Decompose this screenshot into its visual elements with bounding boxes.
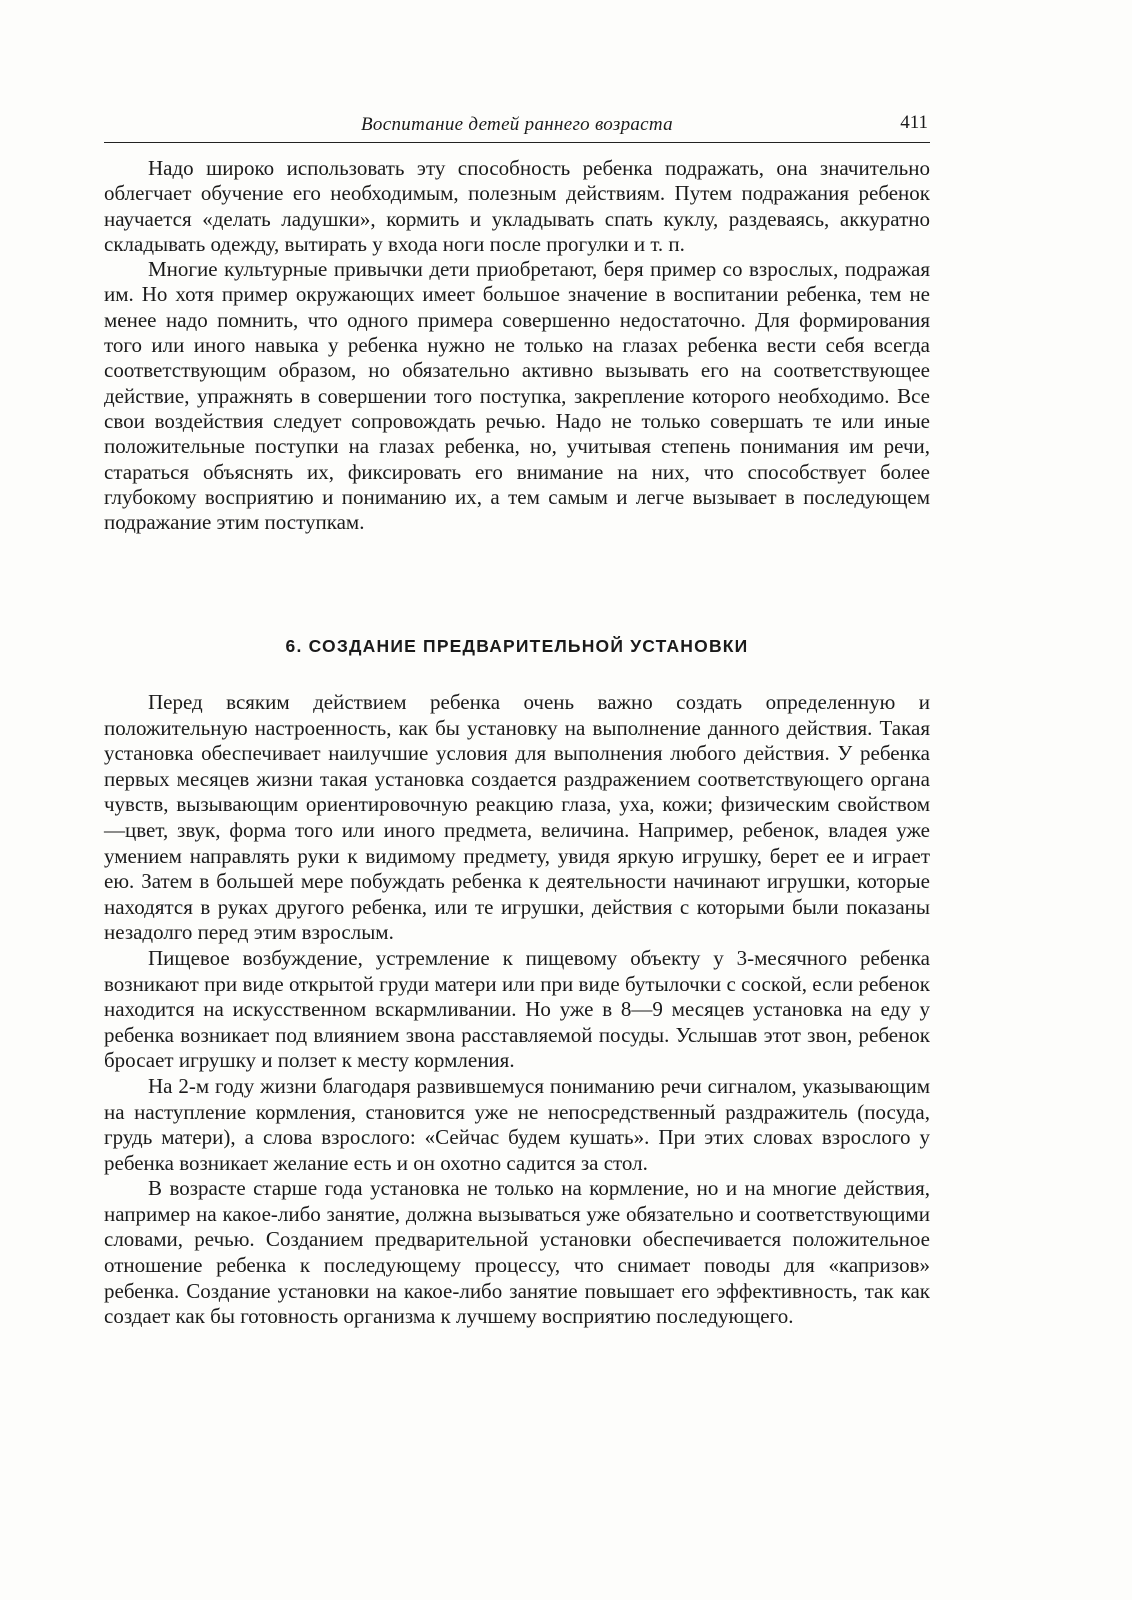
paragraph-imitation: Надо широко использовать эту способность ребенка подражать, она значительно облегчает обучение его необходимым, полезным действиям. Путем подражания ребенок научается «делать ладушки», кормить и укладывать спать куклу, раздеваясь, аккуратно складывать одежду, вытирать у входа ноги после прогулки и т. п. [104,156,930,256]
running-header-title: Воспитание детей раннего возраста [361,114,673,135]
paragraph-older-age: В возрасте старше года установка не только на кормление, но и на многие действия, например на какое-либо занятие, должна вызываться уже обязательно и соответствующими словами, речью. Созданием предварительной установки обеспечивается положительное отношение ребенка к последующему процессу, что снимает поводы для «капризов» ребенка. Создание установки на какое-либо занятие повышает его эффективность, так как создает как бы готовность организма к лучшему восприятию последующего. [104,1176,930,1329]
page-number: 411 [900,112,928,133]
section-heading: 6. СОЗДАНИЕ ПРЕДВАРИТЕЛЬНОЙ УСТАНОВКИ [285,636,749,656]
paragraph-food-excitation: Пищевое возбуждение, устремление к пищевому объекту у 3-месячного ребенка возникают при виде открытой груди матери или при виде бутылочки с соской, если ребенок находится на искусственном вскармливании. Но уже в 8—9 месяцев установка на еду у ребенка возникает под влиянием звона расставляемой посуды. Услышав этот звон, ребенок бросает игрушку и ползет к месту кормления. [104,945,930,1073]
paragraph-habits: Многие культурные привычки дети приобретают, беря пример со взрослых, подражая им. Но хотя пример окружающих имеет большое значение в воспитании ребенка, тем не менее надо помнить, что одного примера совершенно недостаточно. Для формирования того или иного навыка у ребенка нужно не только на глазах ребенка вести себя всегда соответствующим образом, но обязательно активно вызывать его на соответствующее действие, упражнять в совершении того поступка, закрепление которого необходимо. Все свои воздействия следует сопровождать речью. Надо не только совершать те или иные положительные поступки на глазах ребенка, но, учитывая степень понимания им речи, стараться объяснять их, фиксировать его внимание на них, что способствует более глубокому восприятию и пониманию их, а тем самым и легче вызывает в последующем подражание этим поступкам. [104,257,930,535]
running-header [104,110,930,143]
section-text [104,690,930,1330]
intro-text [104,156,930,535]
paragraph-setting: Перед всяким действием ребенка очень важно создать определенную и положительную настроенность, как бы установку на выполнение данного действия. Такая установка обеспечивает наилучшие условия для выполнения любого действия. У ребенка первых месяцев жизни такая установка создается раздражением соответствующего органа чувств, вызывающим ориентировочную реакцию глаза, уха, кожи; физическим свойством—цвет, звук, форма того или иного предмета, величина. Например, ребенок, владея уже умением направлять руки к видимому предмету, увидя яркую игрушку, берет ее и играет ею. Затем в большей мере побуждать ребенка к деятельности начинают игрушки, которые находятся в руках другого ребенка, или те игрушки, действия с которыми были показаны незадолго перед этим взрослым. [104,690,930,945]
paragraph-second-year: На 2-м году жизни благодаря развившемуся пониманию речи сигналом, указывающим на наступление кормления, становится уже не непосредственный раздражитель (посуда, грудь матери), а слова взрослого: «Сейчас будем кушать». При этих словах взрослого у ребенка возникает желание есть и он охотно садится за стол. [104,1073,930,1175]
